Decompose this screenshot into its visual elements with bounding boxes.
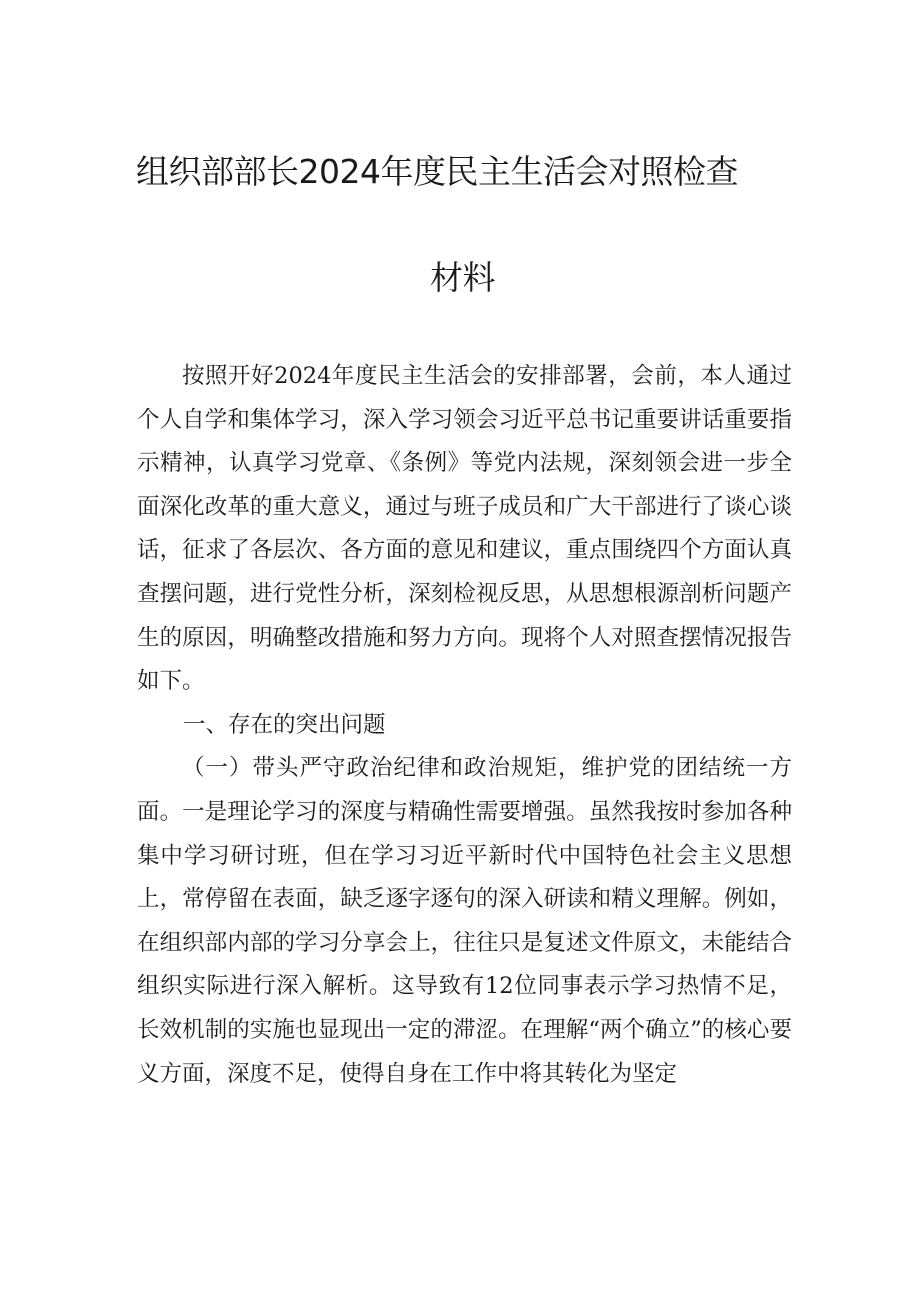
section-1-paragraph: （一）带头严守政治纪律和政治规矩，维护党的团结统一方面。一是理论学习的深度与精确性需要增强。虽然我按时参加各种集中学习研讨班，但在学习习近平新时代中国特色社会主义思想上，常停留在表面，缺乏逐字逐句的深入研读和精义理解。例如，在组织部内部的学习分享会上，往往只是复述文件原文，未能结合组织实际进行深入解析。这导致有12位同事表示学习热情不足，长效机制的实施也显现出一定的滞涩。在理解“两个确立”的核心要义方面，深度不足，使得自身在工作中将其转化为坚定 xyxy=(137,755,792,1087)
document-title-line-1: 组织部部长2024年度民主生活会对照检查 xyxy=(136,152,738,191)
document-title-line-2: 材料 xyxy=(430,258,495,297)
intro-paragraph: 按照开好2024年度民主生活会的安排部署，会前，本人通过个人自学和集体学习，深入学习领会习近平总书记重要讲话重要指示精神，认真学习党章、《条例》等党内法规，深刻领会进一步全面深化改革的重大意义，通过与班子成员和广大干部进行了谈心谈话，征求了各层次、各方面的意见和建议，重点围绕四个方面认真查摆问题，进行党性分析，深刻检视反思，从思想根源剖析问题产生的原因，明确整改措施和努力方向。现将个人对照查摆情况报告如下。 xyxy=(137,363,792,695)
document-body xyxy=(137,355,792,1096)
section-1-heading: 一、存在的突出问题 xyxy=(183,711,386,738)
